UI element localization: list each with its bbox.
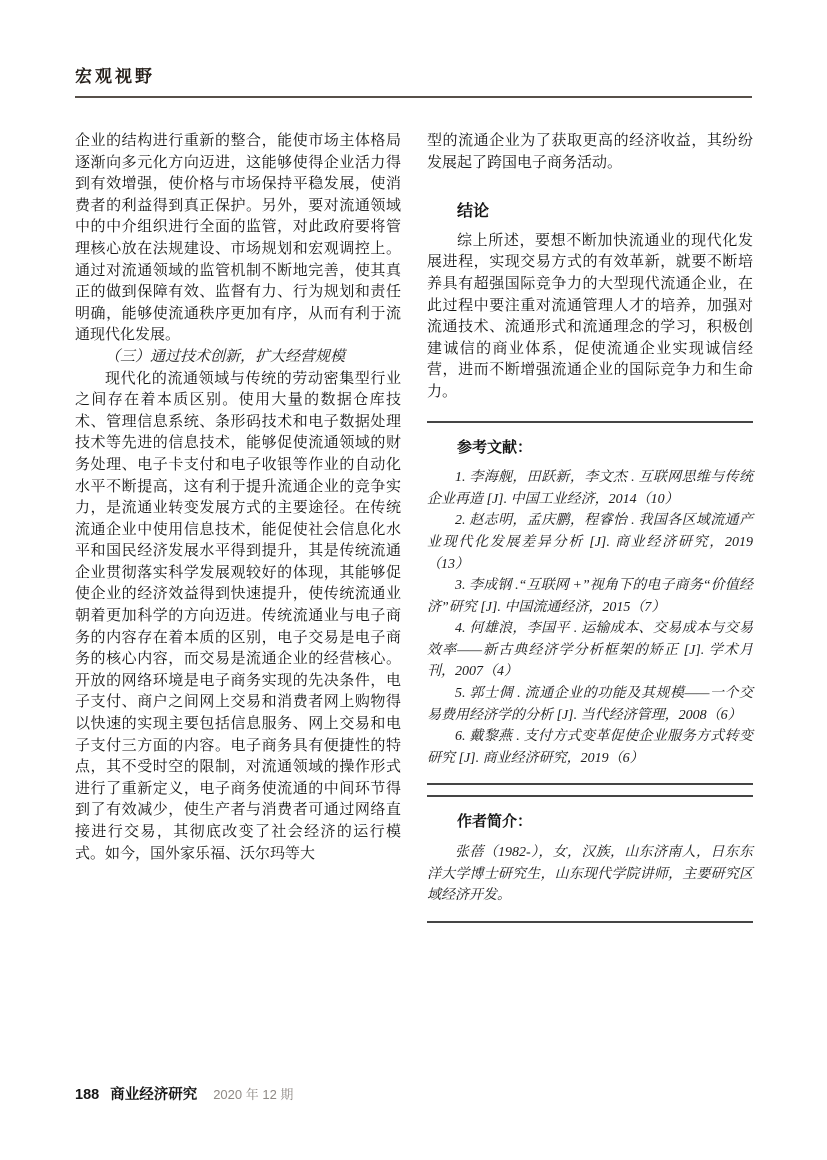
issue-info: 2020 年 12 期 [213,1087,294,1102]
author-bio: 张蓓（1982-），女，汉族，山东济南人，日东东洋大学博士研究生，山东现代学院讲师，主要研究区域经济开发。 [427,845,753,904]
left-column [75,131,401,923]
author-section [427,795,753,922]
reference-item: 5. 郭士倜 . 流通企业的功能及其规模——一个交易费用经济学的分析 [J]. 当代经济管理，2008（6） [427,686,753,723]
author-title: 作者简介： [457,813,533,831]
paragraph-body: 现代化的流通领域与传统的劳动密集型行业之间存在着本质区别。使用大量的数据仓库技术、管理信息系统、条形码技术和电子数据处理技术等先进的信息技术，能够促使流通领域的财务处理、电子卡支付和电子收银等作业的自动化水平不断提高，这有利于提升流通企业的竞争实力，是流通业转变发展方式的主要途径。在传统流通企业中使用信息技术，能促使社会信息化水平和国民经济发展水平得到提升，其是传统流通企业贯彻落实科学发展观较好的体现，其能够促使企业的经济效益得到快速提升，使传统流通业朝着更加科学的方向迈进。传统流通业与电子商务的内容存在着本质的区别，电子交易是电子商务的核心内容，而交易是流通企业的经营核心。开放的网络环境是电子商务实现的先决条件，电子支付、商户之间网上交易和消费者网上购物得以快速的实现主要包括信息服务、网上交易和电子支付三方面的内容。电子商务具有便捷性的特点，其不受时空的限制，对流通领域的操作形式进行了重新定义，电子商务使流通的中间环节得到了有效减少，使生产者与消费者可通过网络直接进行交易，其彻底改变了社会经济的运行模式。如今，国外家乐福、沃尔玛等大 [75,370,401,862]
two-column-layout [75,131,752,923]
reference-item: 1. 李海舰，田跃新，李文杰 . 互联网思维与传统企业再造 [J]. 中国工业经济，2014（10） [427,470,753,507]
references-section [427,421,753,786]
reference-item: 6. 戴黎燕 . 支付方式变革促使企业服务方式转变研究 [J]. 商业经济研究，2019（6） [427,729,753,766]
journal-name: 商业经济研究 [110,1087,198,1103]
references-title: 参考文献： [457,438,533,456]
right-column [427,131,753,923]
section-label: 宏观视野 [75,62,752,98]
page-footer [75,1083,293,1104]
reference-item: 2. 赵志明，孟庆鹏，程睿怡 . 我国各区域流通产业现代化发展差异分析 [J]. 商业经济研究，2019（13） [427,513,753,572]
reference-item: 3. 李成钢 .“互联网 +”视角下的电子商务“价值经济”研究 [J]. 中国流通经济，2015（7） [427,578,753,615]
page-number: 188 [75,1087,100,1103]
reference-item: 4. 何雄浪，李国平 . 运输成本、交易成本与交易效率——新古典经济学分析框架的矫正 [J]. 学术月刊，2007（4） [427,621,753,680]
subheading-item-three: （三）通过技术创新，扩大经营规模 [105,348,346,365]
conclusion-heading: 结论 [457,203,490,221]
paragraph-continuation: 型的流通企业为了获取更高的经济收益，其纷纷发展起了跨国电子商务活动。 [427,133,753,171]
paragraph-continuation: 企业的结构进行重新的整合，能使市场主体格局逐渐向多元化方向迈进，这能够使得企业活力得到有效增强，使价格与市场保持平稳发展，使消费者的利益得到真正保护。另外，要对流通领域中的中介组织进行全面的监管，对此政府要将管理核心放在法规建设、市场规划和宏观调控上。通过对流通领域的监管机制不断地完善，使其真正的做到保障有效、监督有力、行为规划和责任明确，能够使流通秩序更加有序，从而有利于流通现代化发展。 [75,133,401,344]
conclusion-paragraph: 综上所述，要想不断加快流通业的现代化发展进程，实现交易方式的有效革新，就要不断培养具有超强国际竞争力的大型现代流通企业，在此过程中要注重对流通管理人才的培养，加强对流通技术、流通形式和流通理念的学习，积极创建诚信的商业体系，促使流通企业实现诚信经营，进而不断增强流通企业的国际竞争力和生命力。 [427,232,753,400]
